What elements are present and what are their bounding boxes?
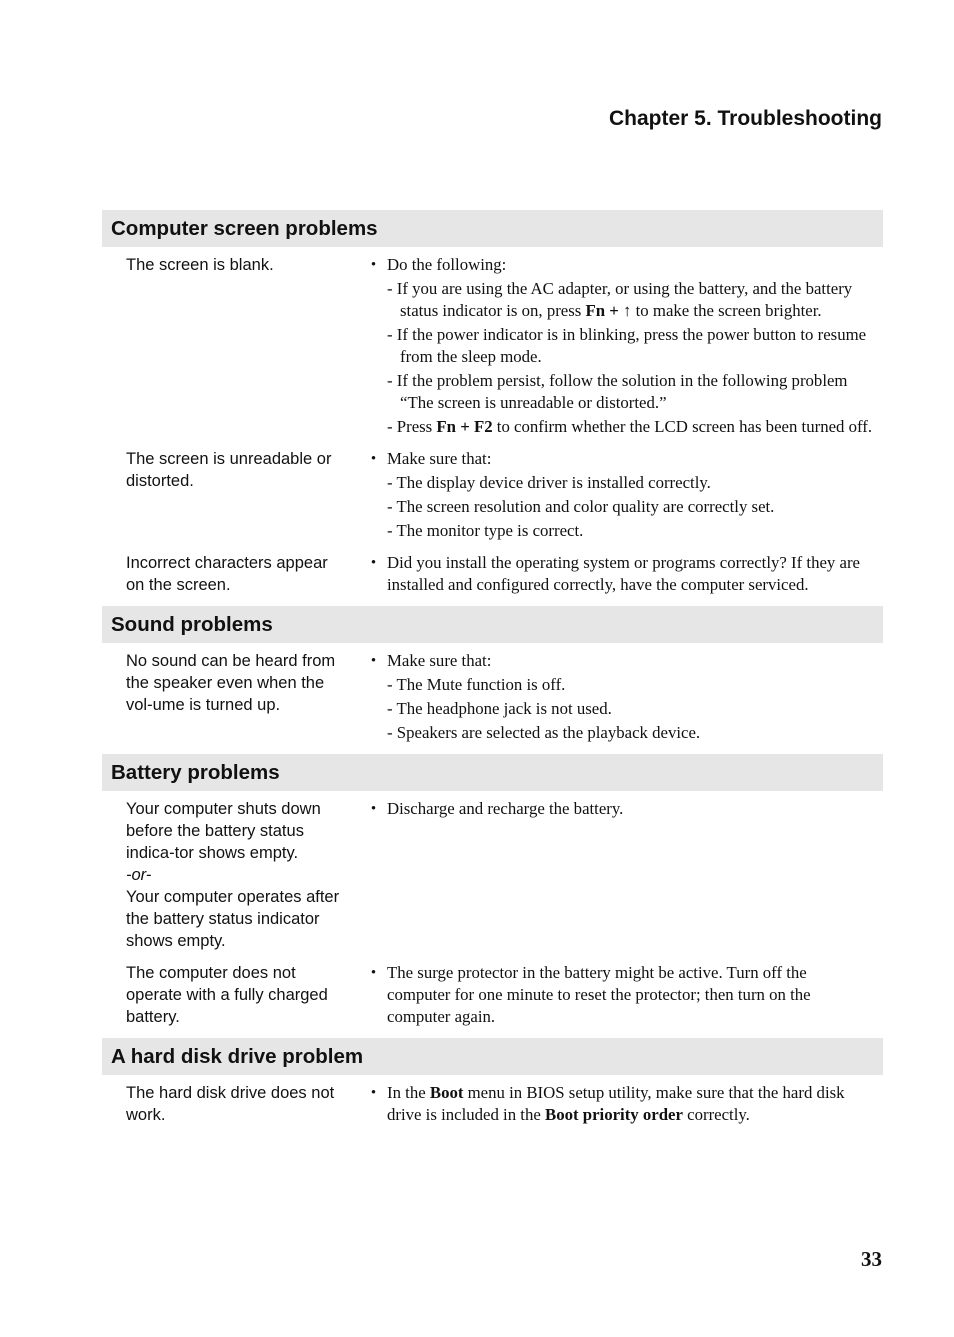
problem-text: The hard disk drive does not work. bbox=[126, 1084, 335, 1124]
chapter-title: Chapter 5. Troubleshooting bbox=[608, 107, 882, 130]
problem-text: The computer does not operate with a fully charged battery. bbox=[126, 964, 328, 1026]
problem-text: The screen is unreadable or distorted. bbox=[126, 450, 332, 490]
solution-text: In the Boot menu in BIOS setup utility, make sure that the hard disk drive is included in the Boot priority order correctly. bbox=[387, 1083, 845, 1124]
solution-text bbox=[387, 650, 883, 744]
solution-text bbox=[387, 448, 883, 542]
problem-text-part: Your computer shuts down before the battery status indica-tor shows empty. bbox=[126, 800, 321, 862]
table-row bbox=[102, 1082, 883, 1136]
solution-text: Discharge and recharge the battery. bbox=[387, 799, 624, 818]
solution-lead: Do the following: bbox=[387, 255, 507, 274]
bullet-icon: • bbox=[370, 801, 377, 817]
solution-step: - The screen resolution and color quality are correctly set. bbox=[387, 497, 775, 516]
solution-step: - The monitor type is correct. bbox=[387, 521, 584, 540]
menu-name: Boot bbox=[429, 1083, 464, 1102]
table-row bbox=[102, 962, 883, 1030]
bullet-icon: • bbox=[370, 653, 377, 669]
solution-text: Did you install the operating system or programs correctly? If they are installed and configured correctly, have the computer serviced. bbox=[387, 553, 860, 594]
section-header-hdd: A hard disk drive problem bbox=[102, 1038, 883, 1075]
table-row bbox=[102, 798, 883, 962]
solution-step: - If the power indicator is in blinking, press the power button to resume from the sleep mode. bbox=[387, 325, 867, 366]
solution-lead: Make sure that: bbox=[387, 449, 492, 468]
section-header-sound: Sound problems bbox=[102, 606, 883, 643]
bullet-icon: • bbox=[370, 965, 377, 981]
solution-step: - The Mute function is off. bbox=[387, 675, 566, 694]
solution-text: The surge protector in the battery might be active. Turn off the computer for one minute to reset the protector; then turn on the computer again. bbox=[387, 963, 811, 1026]
problem-text bbox=[102, 798, 352, 952]
solution-step: - Press Fn + F2 to confirm whether the LCD screen has been turned off. bbox=[387, 417, 873, 436]
bullet-icon: • bbox=[370, 257, 377, 273]
solution-step: - The display device driver is installed correctly. bbox=[387, 473, 711, 492]
bullet-icon: • bbox=[370, 555, 377, 571]
section-body-battery bbox=[102, 791, 883, 1038]
solution-step: - If the problem persist, follow the solution in the following problem “The screen is unreadable or distorted.” bbox=[387, 371, 848, 412]
problem-text-part: Your computer operates after the battery status indicator shows empty. bbox=[126, 888, 340, 950]
table-row bbox=[102, 650, 883, 746]
problem-text: No sound can be heard from the speaker even when the vol-ume is turned up. bbox=[126, 652, 336, 714]
troubleshooting-table bbox=[102, 210, 883, 1144]
problem-text: The screen is blank. bbox=[126, 256, 274, 274]
table-row bbox=[102, 448, 883, 552]
section-header-screen: Computer screen problems bbox=[102, 210, 883, 247]
bullet-icon: • bbox=[370, 451, 377, 467]
solution-text bbox=[387, 254, 883, 438]
key-combo: Fn + ↑ bbox=[585, 301, 632, 320]
or-separator: -or- bbox=[126, 866, 152, 884]
page-number: 33 bbox=[861, 1247, 882, 1271]
solution-step: - If you are using the AC adapter, or using the battery, and the battery status indicator is on, press Fn + ↑ to make the screen brighter. bbox=[387, 279, 853, 320]
solution-lead: Make sure that: bbox=[387, 651, 492, 670]
solution-step: - The headphone jack is not used. bbox=[387, 699, 612, 718]
setting-name: Boot priority order bbox=[545, 1105, 683, 1124]
section-header-battery: Battery problems bbox=[102, 754, 883, 791]
section-body-hdd bbox=[102, 1075, 883, 1144]
section-body-sound bbox=[102, 643, 883, 754]
table-row bbox=[102, 254, 883, 448]
section-body-screen bbox=[102, 247, 883, 606]
table-row bbox=[102, 552, 883, 598]
solution-step: - Speakers are selected as the playback device. bbox=[387, 723, 701, 742]
problem-text: Incorrect characters appear on the screen. bbox=[126, 554, 328, 594]
bullet-icon: • bbox=[370, 1085, 377, 1101]
key-combo: Fn + F2 bbox=[436, 417, 493, 436]
